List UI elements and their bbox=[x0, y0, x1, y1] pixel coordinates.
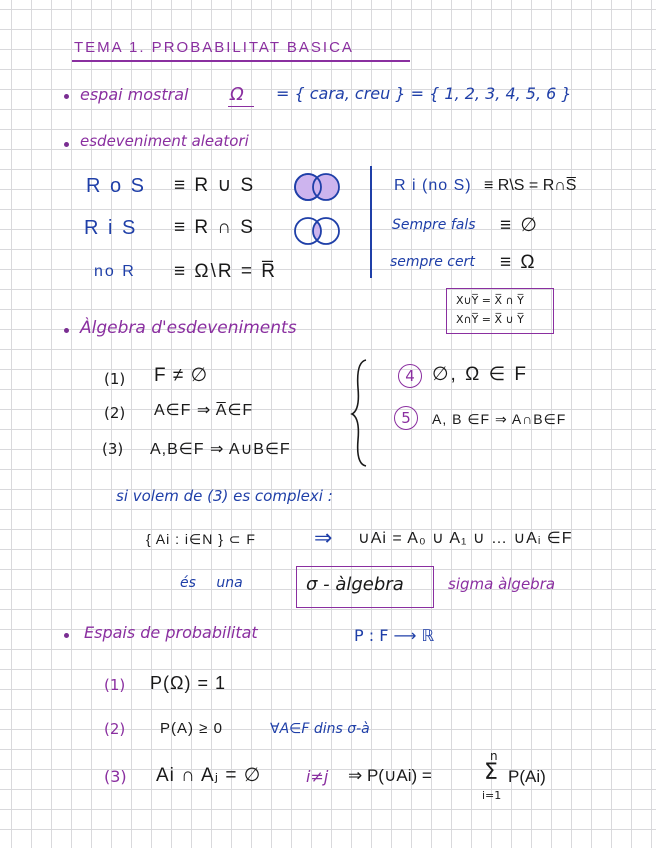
prob-axiom-2-note: ∀A∈F dins σ-à bbox=[270, 721, 370, 737]
sigma-formula-left: { Ai : i∈N } ⊂ F bbox=[146, 531, 256, 547]
sempre-fals-label: Sempre fals bbox=[392, 217, 476, 233]
title-underline bbox=[72, 60, 410, 62]
sempre-fals-value: ≡ ∅ bbox=[500, 215, 539, 236]
bullet-4 bbox=[64, 633, 69, 638]
consequence-4-num: 4 bbox=[398, 364, 422, 388]
sempre-cert-value: ≡ Ω bbox=[500, 252, 537, 273]
venn-intersection-icon bbox=[292, 216, 344, 246]
prob-axiom-3-num: (3) bbox=[104, 767, 127, 786]
sum-upper-limit: n bbox=[490, 749, 498, 763]
union-right: ≡ R ∪ S bbox=[174, 175, 256, 196]
probability-map: P : F ⟶ ℝ bbox=[354, 626, 435, 645]
prob-axiom-1-num: (1) bbox=[104, 676, 126, 694]
difference-left: R i (no S) bbox=[394, 177, 472, 194]
prob-axiom-3: Ai ∩ Aⱼ = ∅ bbox=[156, 765, 262, 786]
sigma-formula-right: ∪Ai = A₀ ∪ A₁ ∪ … ∪Aᵢ ∈F bbox=[358, 530, 573, 547]
union-left: R o S bbox=[86, 175, 147, 197]
algebra-axiom-2: A∈F ⇒ A̅∈F bbox=[154, 402, 254, 419]
bullet-1 bbox=[64, 94, 69, 99]
algebra-axiom-2-num: (2) bbox=[104, 404, 126, 422]
sum-term: P(Ai) bbox=[508, 767, 546, 786]
espai-mostral-definition: = { cara, creu } = { 1, 2, 3, 4, 5, 6 } bbox=[276, 84, 572, 103]
demorgan-union: X∪Y̅ = X̅ ∩ Y̅ bbox=[456, 294, 524, 307]
complement-left: no R bbox=[94, 263, 136, 280]
intersection-left: R i S bbox=[84, 217, 138, 239]
omega-underline bbox=[228, 106, 254, 107]
sigma-note: si volem de (3) es complexi : bbox=[116, 487, 333, 505]
algebra-axiom-1-num: (1) bbox=[104, 370, 126, 388]
esdeveniment-aleatori-label: esdeveniment aleatori bbox=[80, 132, 249, 150]
demorgan-intersection: X∩Y̅ = X̅ ∪ Y̅ bbox=[456, 313, 524, 326]
algebra-label: Àlgebra d'esdeveniments bbox=[80, 318, 297, 338]
consequence-5-num: 5 bbox=[394, 406, 418, 430]
algebra-axiom-1: F ≠ ∅ bbox=[154, 365, 209, 386]
consequence-4: ∅, Ω ∈ F bbox=[432, 364, 529, 385]
prob-axiom-3-result: ⇒ P(∪Ai) = bbox=[348, 766, 432, 785]
omega-symbol: Ω bbox=[230, 84, 244, 105]
algebra-axiom-3: A,B∈F ⇒ A∪B∈F bbox=[150, 441, 291, 458]
bullet-3 bbox=[64, 328, 69, 333]
section2-divider bbox=[370, 166, 372, 278]
bullet-2 bbox=[64, 142, 69, 147]
intersection-right: ≡ R ∩ S bbox=[174, 217, 255, 238]
sigma-formula-arrow: ⇒ bbox=[314, 526, 333, 551]
sigma-algebra-text: σ - àlgebra bbox=[306, 574, 404, 595]
page-title: TEMA 1. PROBABILITAT BASICA bbox=[74, 39, 354, 56]
difference-right: ≡ R\S = R∩S̅ bbox=[484, 177, 577, 194]
sum-symbol: Σ bbox=[484, 760, 498, 785]
espai-mostral-label: espai mostral bbox=[80, 85, 189, 104]
venn-union-icon bbox=[292, 172, 344, 202]
prob-axiom-3-cond: i≠j bbox=[306, 767, 329, 786]
prob-axiom-2: P(A) ≥ 0 bbox=[160, 720, 223, 737]
curly-brace bbox=[352, 358, 372, 468]
prob-axiom-1: P(Ω) = 1 bbox=[150, 673, 226, 693]
prob-axiom-2-num: (2) bbox=[104, 720, 126, 738]
sigma-algebra-name: sigma àlgebra bbox=[448, 575, 556, 593]
algebra-axiom-3-num: (3) bbox=[102, 440, 124, 458]
is-a-label: és una bbox=[180, 575, 243, 591]
complement-right: ≡ Ω\R = R̅ bbox=[174, 261, 277, 282]
espais-probabilitat-label: Espais de probabilitat bbox=[84, 623, 258, 642]
sum-lower-limit: i=1 bbox=[482, 789, 502, 802]
sempre-cert-label: sempre cert bbox=[390, 254, 475, 270]
consequence-5: A, B ∈F ⇒ A∩B∈F bbox=[432, 411, 567, 427]
